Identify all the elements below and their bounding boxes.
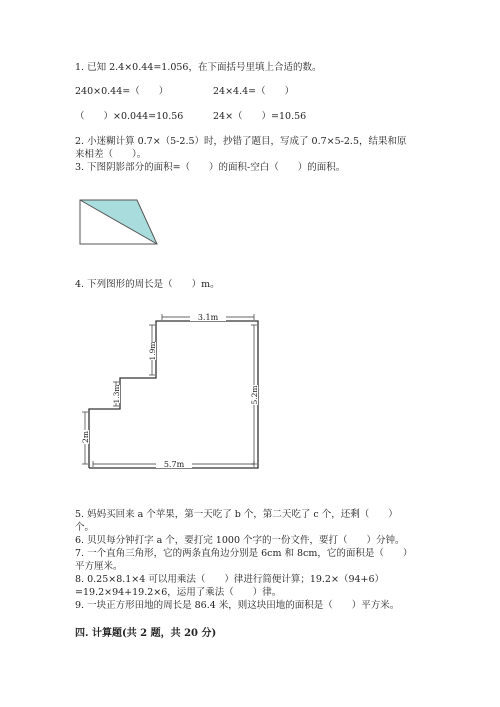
q8-line1: 8. 0.25×8.1×4 可以用乘法（ ）律进行简便计算；19.2×（94+6） <box>75 574 385 585</box>
q4-label-step-lower: 1.3m <box>112 384 121 404</box>
q4-label-left: 2m <box>81 431 90 443</box>
q9-text: 9. 一块正方形田地的周长是 86.4 米，则这块田地的面积是（ ）平方米。 <box>75 600 400 611</box>
q5-line2: 个。 <box>75 522 95 533</box>
q4-text: 4. 下列图形的周长是（ ）m。 <box>75 279 220 290</box>
q6-text: 6. 贝贝每分钟打字 a 个，要打完 1000 个字的一份文件，要打（ ）分钟。 <box>75 535 405 546</box>
q4-label-right: 5.2m <box>250 385 259 405</box>
q8-line2: =19.2×94+19.2×6，运用了乘法（ ）律。 <box>75 587 282 598</box>
section-title: 四. 计算题(共 2 题，共 20 分) <box>75 628 217 639</box>
q7-line2: 平方厘米。 <box>75 561 123 572</box>
q4-label-step-upper: 1.9m <box>148 341 157 361</box>
q4-label-top: 3.1m <box>197 313 219 322</box>
q4-label-bottom: 5.7m <box>163 460 185 469</box>
q3-text: 3. 下图阴影部分的面积=（ ）的面积-空白（ ）的面积。 <box>75 162 346 173</box>
q3-figure <box>78 198 160 248</box>
q2-line1: 2. 小迷糊计算 0.7×（5-2.5）时，抄错了题目，写成了 0.7×5-2.5，结果和原 <box>75 136 407 147</box>
q7-line1: 7. 一个直角三角形，它的两条直角边分别是 6cm 和 8cm，它的面积是（ ） <box>75 548 413 559</box>
q5-line1: 5. 妈妈买回来 a 个苹果，第一天吃了 b 个，第二天吃了 c 个，还剩（ ） <box>75 509 398 520</box>
q2-line2: 来相差（ ）。 <box>75 149 147 160</box>
q1-blank-a: 240×0.44=（ ） <box>75 86 169 97</box>
q1-blank-b: 24×4.4=（ ） <box>213 86 295 97</box>
q1-blank-c: （ ）×0.044=10.56 <box>75 111 184 122</box>
q1-stem: 1. 已知 2.4×0.44=1.056，在下面括号里填上合适的数。 <box>75 62 322 73</box>
q4-figure <box>72 308 272 483</box>
q1-blank-d: 24×（ ）=10.56 <box>213 111 307 122</box>
